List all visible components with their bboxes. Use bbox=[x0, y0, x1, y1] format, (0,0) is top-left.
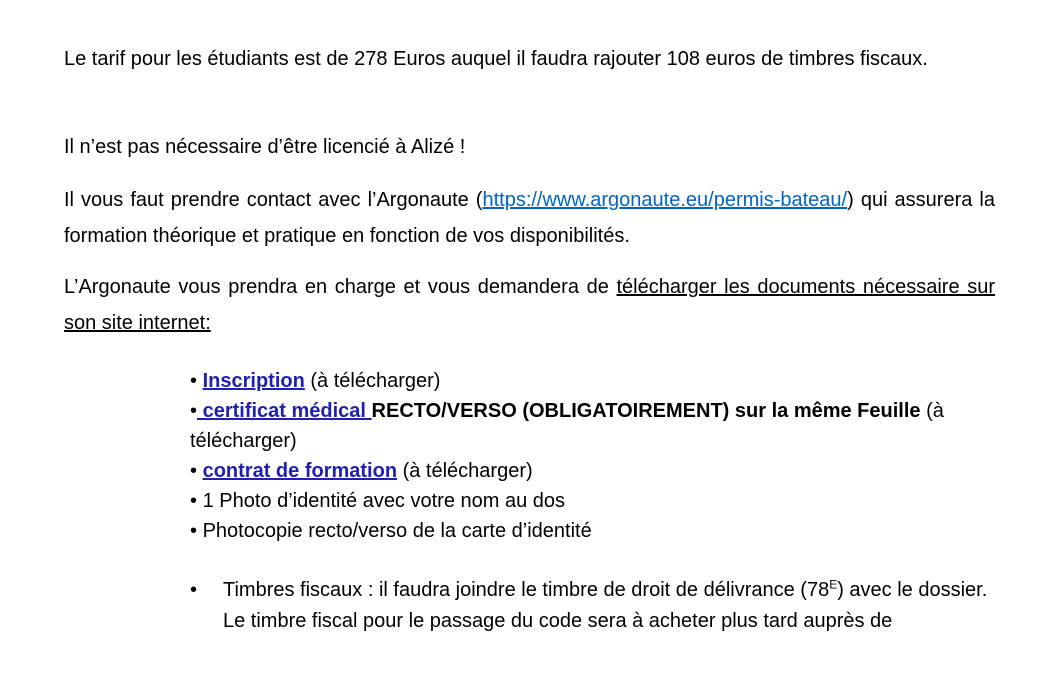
inscription-suffix: (à télécharger) bbox=[304, 370, 441, 392]
contact-text-after: ) qui assurera la formation théorique et pratique en fonction de vos disponibilités. bbox=[64, 189, 995, 247]
bullet-icon: • bbox=[190, 460, 198, 482]
contrat-suffix: (à télécharger) bbox=[397, 460, 533, 482]
bullet-icon: • bbox=[190, 370, 198, 392]
list-item-inscription bbox=[190, 366, 990, 396]
bullet-icon: • bbox=[190, 579, 198, 601]
contrat-link[interactable]: contrat de formation bbox=[202, 460, 398, 482]
certificat-bold-text: RECTO/VERSO (OBLIGATOIREMENT) sur la même Feuille bbox=[371, 400, 921, 422]
timbres-line1-before: Timbres fiscaux : il faudra joindre le timbre de droit de délivrance (78 bbox=[223, 579, 830, 601]
telechargement-text-before: L’Argonaute vous prendra en charge et vous demandera de bbox=[64, 276, 617, 298]
photocopie-text: Photocopie recto/verso de la carte d’identité bbox=[197, 520, 592, 542]
timbres-line1-after: ) avec le dossier. bbox=[837, 579, 988, 601]
timbres-list bbox=[190, 575, 990, 637]
paragraph-contact bbox=[64, 182, 995, 254]
timbres-line2: Le timbre fiscal pour le passage du code sera à acheter plus tard auprès de bbox=[223, 610, 893, 632]
telechargement-underlined: télécharger les documents nécessaire sur son site internet: bbox=[64, 276, 996, 334]
certificat-suffix: (à télécharger) bbox=[190, 400, 944, 452]
contact-text-before: Il vous faut prendre contact avec l’Argonaute ( bbox=[64, 189, 483, 211]
list-item-photo bbox=[190, 486, 990, 516]
timbres-superscript: E bbox=[829, 577, 838, 592]
list-item-certificat bbox=[190, 396, 990, 456]
list-item-contrat bbox=[190, 456, 990, 486]
certificat-link[interactable]: certificat médical bbox=[197, 400, 372, 422]
photo-text: 1 Photo d’identité avec votre nom au dos bbox=[197, 490, 566, 512]
paragraph-tarif: Le tarif pour les étudiants est de 278 Euros auquel il faudra rajouter 108 euros de timbres fiscaux. bbox=[64, 48, 928, 70]
inscription-link[interactable]: Inscription bbox=[202, 370, 305, 392]
list-item-timbres bbox=[190, 575, 990, 637]
paragraph-licence: Il n’est pas nécessaire d’être licencié à Alizé ! bbox=[64, 136, 466, 158]
argonaute-link[interactable]: https://www.argonaute.eu/permis-bateau/ bbox=[482, 189, 848, 211]
bullet-icon: • bbox=[190, 520, 198, 542]
bullet-icon: • bbox=[190, 400, 198, 422]
paragraph-telechargement bbox=[64, 269, 995, 341]
documents-list bbox=[190, 366, 990, 546]
list-item-photocopie bbox=[190, 516, 990, 546]
bullet-icon: • bbox=[190, 490, 198, 512]
